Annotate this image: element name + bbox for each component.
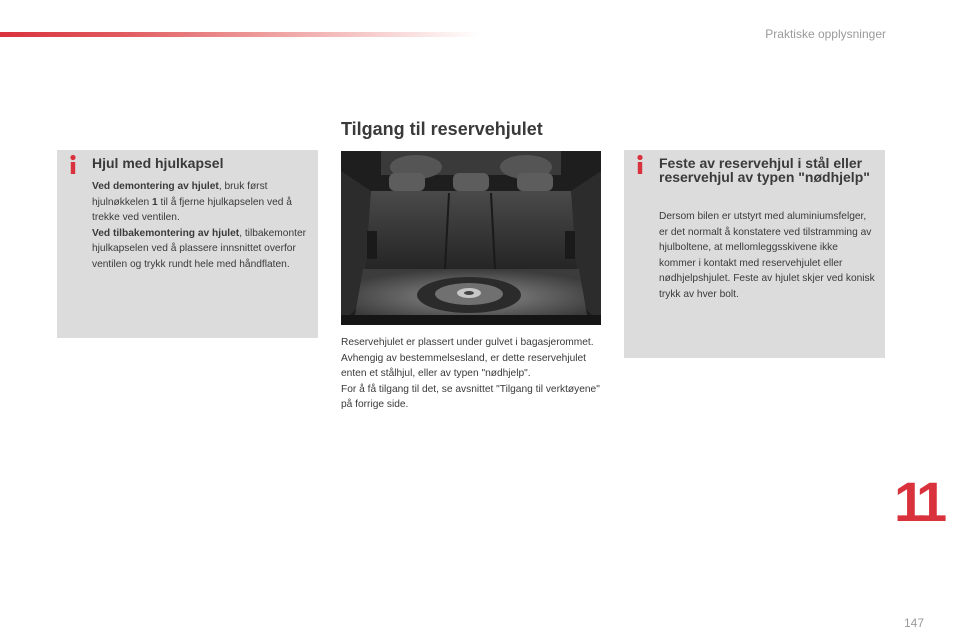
- body-line: Reservehjulet er plassert under gulvet i bagasjerommet.: [341, 337, 594, 348]
- chapter-number: 11: [894, 470, 942, 533]
- bold-lead: Ved tilbakemontering av hjulet: [92, 227, 240, 239]
- box-heading: Hjul med hjulkapsel: [92, 155, 224, 171]
- info-box-hubcap: [57, 150, 318, 338]
- info-icon: [66, 154, 80, 176]
- body-line: For å få tilgang til det, se avsnittet "Tilgang til verktøyene" på forrige side.: [341, 383, 600, 411]
- text-run: , bruk først hjulnøkkelen: [92, 181, 268, 208]
- text-run: til å fjerne hjulkapselen ved å trekke ved ventilen.: [92, 196, 292, 224]
- body-text: [341, 335, 603, 413]
- info-icon: [633, 154, 647, 176]
- box-text: [92, 179, 310, 273]
- page-title: Tilgang til reservehjulet: [341, 119, 543, 139]
- box-text: Dersom bilen er utstyrt med aluminiumsfelger, er det normalt å konstatere ved tilstramming av hjulboltene, at mellomleggsskivene ikke kommer i kontakt med reservehjulet eller nødhjelpshjulet. Feste av hjulet skjer ved konisk trykk av hver bolt.: [659, 211, 875, 300]
- trunk-spare-wheel-photo: [341, 151, 601, 325]
- reference-number: 1: [152, 196, 158, 208]
- info-box-steel-wheel: [624, 150, 885, 358]
- page-number: 147: [904, 616, 925, 630]
- box-heading: Feste av reservehjul i stål eller reservehjul av typen "nødhjelp": [659, 155, 870, 185]
- section-header: Praktiske opplysninger: [765, 27, 886, 41]
- bold-lead: Ved demontering av hjulet: [92, 181, 219, 192]
- header-accent-bar: [0, 32, 480, 37]
- text-run: , tilbakemonter hjulkapselen ved å plassere innsnittet overfor ventilen og trykk rundt hele med håndflaten.: [92, 227, 307, 270]
- body-line: Avhengig av bestemmelsesland, er dette reservehjulet enten et stålhjul, eller av typen "nødhjelp".: [341, 352, 587, 380]
